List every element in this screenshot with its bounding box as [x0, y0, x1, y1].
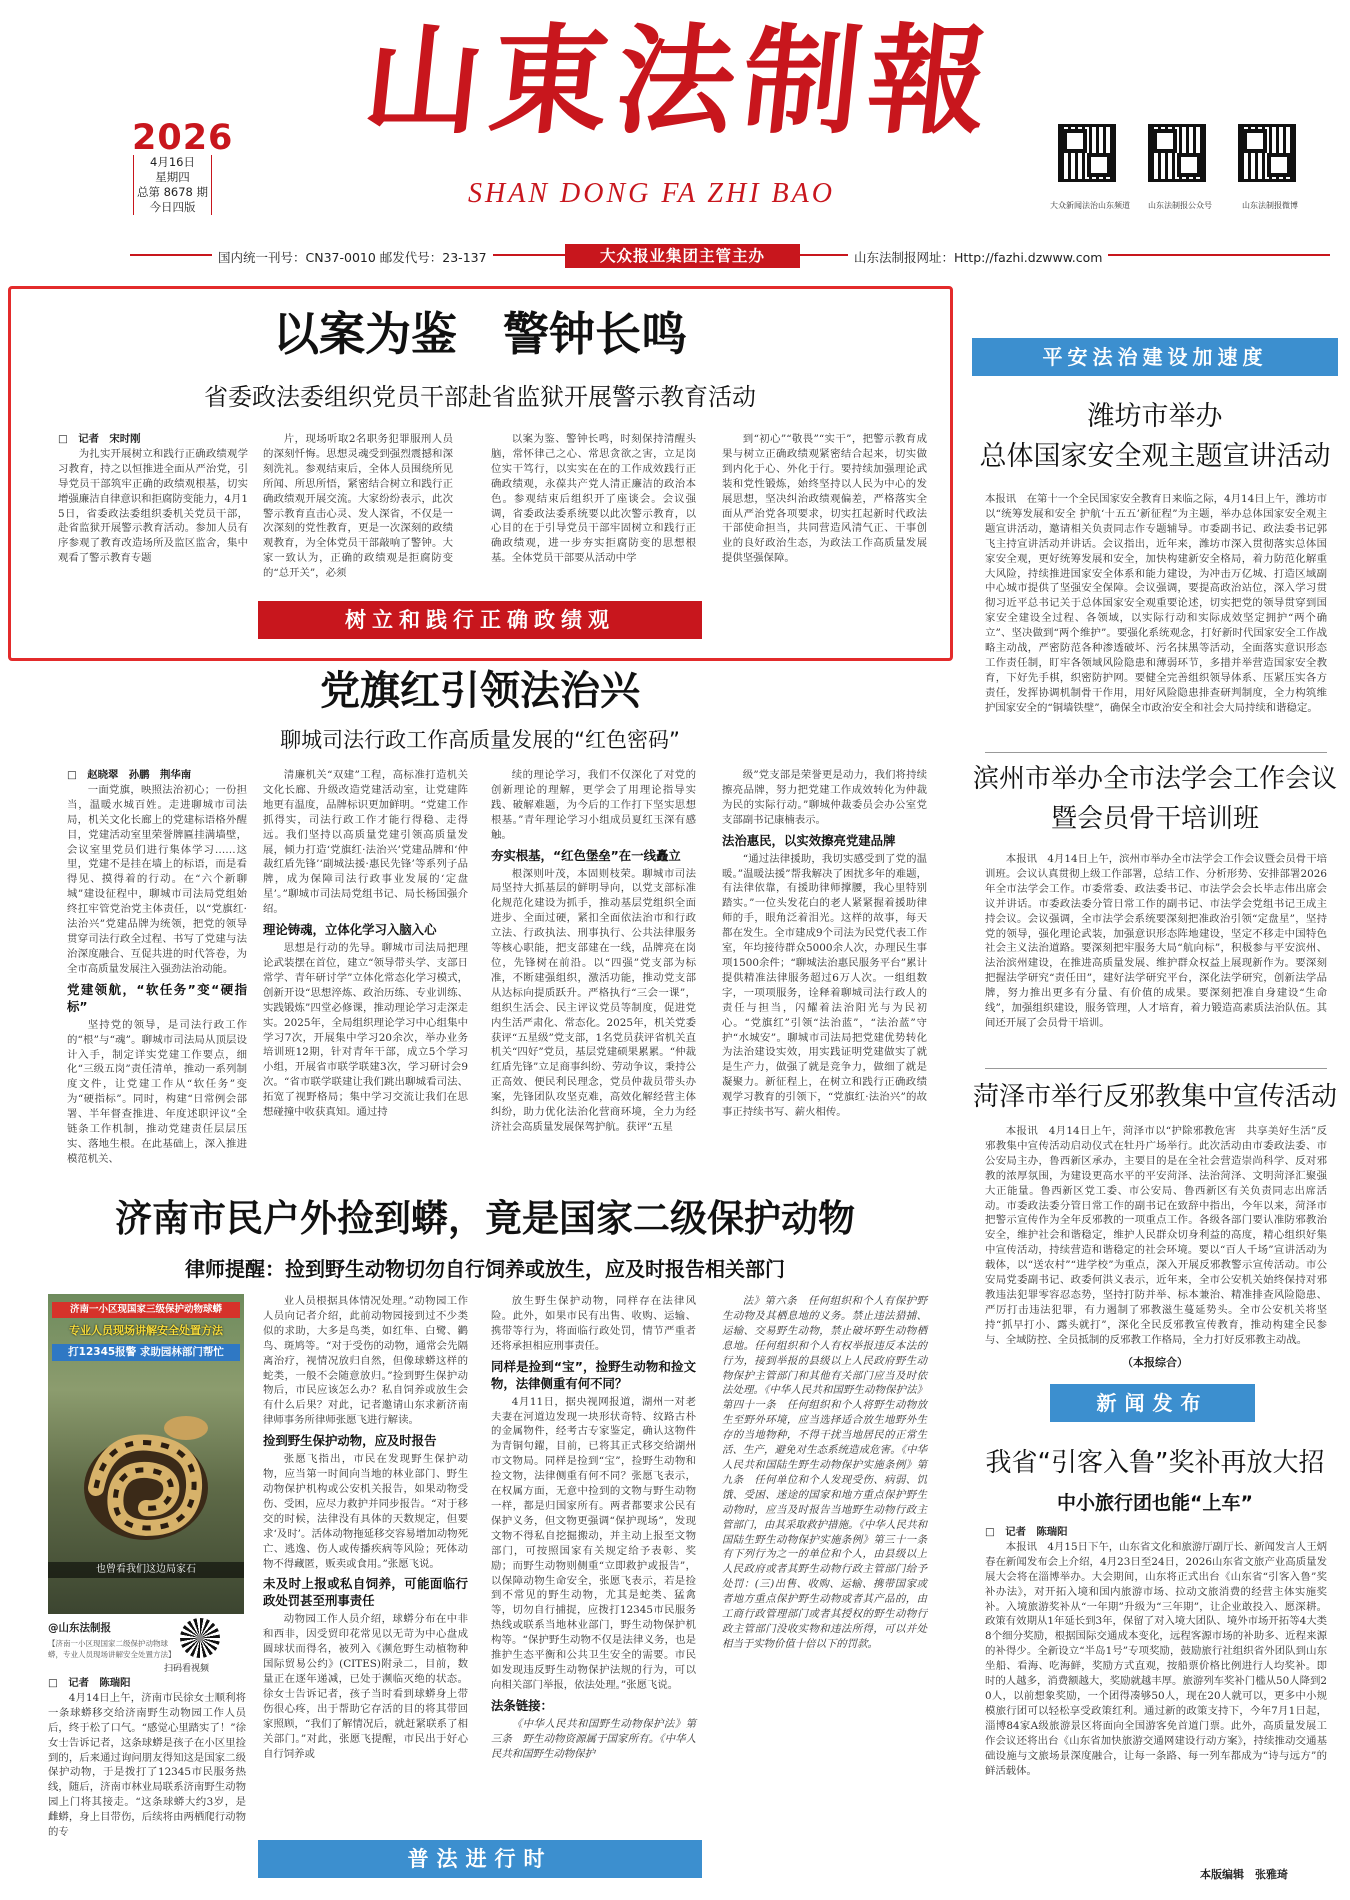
third-image-brand: @山东法制报	[48, 1622, 111, 1634]
masthead-logo: 山東法制報	[357, 11, 1003, 150]
third-byline: □ 记者 陈瑞阳	[48, 1677, 131, 1689]
third-links-head: 法条链接：	[491, 1697, 553, 1713]
second-col-2	[263, 768, 468, 1178]
third-head-2: 未及时上报或私自饲养，可能面临行政处罚甚至刑事责任	[263, 1576, 468, 1609]
masthead-date-box	[133, 155, 212, 215]
right-a3-body	[985, 1124, 1327, 1346]
third-text-2c: 动物园工作人员介绍，球蟒分布在中非和西非，因受贸印花常见以无苛为中心盘成圆球状而得名，被列入《濒危野生动植物种国际贸易公约》(CITES)附录二，目前，数量正在逐年递减，已处于濒临灭绝的状态。徐女士告诉记者，孩子当时看到球蟒身上带伤很心疼，出于帮助它存活的目的将其带回家照顾，“我们了解情况后，就赶紧联系了相关部门。”对此，张愿飞提醒，市民出于好心自行饲养或	[263, 1613, 468, 1760]
lead-text-4: 到“初心”“敬畏”“实干”，把警示教育成果与树立正确政绩观紧密结合起来，切实做到内化于心、外化于行。要持续加强理论武装和党性锻炼，始终坚持以人民为中心的发展思想，坚决纠治政绩观偏差，严格落实全面从严治党各项要求，切实扛起新时代政法干部使命担当，共同营造风清气正、干事创业的良好政治生态，为政法工作高质量发展提供坚强保障。	[722, 433, 927, 565]
second-head-3: 夯实根基，“红色堡垒”在一线矗立	[491, 847, 681, 863]
right-a1-body	[985, 492, 1327, 742]
second-text-3: 续的理论学习，我们不仅深化了对党的创新理论的理解，更学会了用理论指导实践、破解难题，为今后的工作打下坚实思想根基。”青年理论学习小组成员夏红玉深有感触。	[491, 769, 696, 841]
right-divider-1	[985, 752, 1327, 753]
third-col-3	[491, 1294, 696, 1836]
lead-col-4	[722, 432, 927, 587]
qr-caption-1: 大众新闻法治山东频道	[1050, 201, 1130, 210]
second-head-4: 法治惠民，以实效擦亮党建品牌	[722, 832, 896, 848]
news-byline: □ 记者 陈瑞阳	[985, 1526, 1068, 1538]
news-text: 本报讯 4月15日下午，山东省文化和旅游厅副厅长、新闻发言人王炳春在新闻发布会上介绍，4月23日至24日，2026山东省文旅产业高质量发展大会将在淄博举办。大会期间，山东将正式出台《山东省“引客入鲁”奖补办法》，对开拓入境和国内旅游市场、拉动文旅消费的经营主体实施奖补。入境旅游奖补从“一年期”升级为“三年期”，让企业敢投入、愿深耕。政策有效期从1年延长到3年，保留了对入境大团队、境外市场开拓等4大类8个细分奖励，根据国际交通成本变化，远程客源市场的补助多、近程来源的补得少。全新设立“半岛1号”专项奖励，鼓励旅行社组织省外团队到山东坐船、看海、吃海鲜，奖励方式直观，按船票价格比例进行人均奖补。即时的人越多，消费额越大，奖励就越丰厚。旅游列车奖补门槛从50人降到20人，以前想象奖励，一个团得凑够50人，现在20人就可以，更多中小规模旅行团可以轻松享受政策红利。通过新的政策支持下，今年7月1日起，淄博84家A级旅游景区将面向全国游客免首道门票。此外，高质量发展工作会议还将出台《山东省加快旅游交通网建设行动方案》，持续推动交通基础设施与文旅场景深度融合，让每一条路、每一列车都成为“诗与远方”的鲜活载体。	[985, 1540, 1327, 1777]
qr-code-1[interactable]	[1058, 124, 1116, 182]
masthead	[0, 0, 1350, 275]
third-title: 济南市民户外捡到蟒，竟是国家二级保护动物	[115, 1197, 855, 1240]
third-image-caption-1: 济南一小区现国家三级保护动物球蟒	[52, 1302, 240, 1318]
third-text-4: 法》第六条 任何组织和个人有保护野生动物及其栖息地的义务。禁止违法猎捕、运输、交易野生动物，禁止破坏野生动物栖息地。任何组织和个人有权举报违反本法的行为，接到举报的县级以上人民政府野生动物保护主管部门和其他有关部门应当及时依法处理。《中华人民共和国野生动物保护法》第四十一条 任何组织和个人将野生动物放生至野外环境，应当选择适合放生地野外生存的当地物种，不得干扰当地居民的正常生活、生产，避免对生态系统造成危害。《中华人民共和国陆生野生动物保护实施条例》第九条 任何单位和个人发现受伤、病弱、饥饿、受困、迷途的国家和地方重点保护野生动物时，应当及时报告当地野生动物行政主管部门，由其采取救护措施。《中华人民共和国陆生野生动物保护实施条例》第三十一条 有下列行为之一的单位和个人，由县级以上人民政府或者其野生动物行政主管部门给予处罚：(三)出售、收购、运输、携带国家或者地方重点保护野生动物或者其产品的，由工商行政管理部门或者其授权的野生动物行政主管部门没收实物和违法所得，可以并处相当于实物价值十倍以下的罚款。	[722, 1295, 938, 1650]
second-text-4: 级”党支部是荣誉更是动力，我们将持续擦亮品牌，努力把党建工作成效转化为仲裁为民的实际行动。”聊城仲裁委员会办公室党支部副书记康楠表示。	[722, 769, 927, 826]
right-divider-2	[985, 1068, 1327, 1069]
second-col-3	[491, 768, 696, 1178]
second-text-4b: “通过法律援助，我切实感受到了党的温暖。”温暖法援”帮我解决了困扰多年的难题，有法律依靠，有援助律师撑腰，我心里特别踏实。”一位头发花白的老人紧紧握着援助律师的手，眼角泛着泪光。这样的故事，每天都在发生。全市建成9个司法为民党代表工作室，年均接待群众5000余人次，办理民生事项1500余件；“聊城法治惠民服务平台”累计提供精准法律服务超过6万人次。一组组数字，一项项服务，诠释着聊城司法行政人的责任与担当，闪耀着法治阳光与为民初心。“党旗红”引领“法治蓝”，“法治蓝”守护“水城安”。聊城市司法局把党建优势转化为法治建设实效，用实践证明党建做实了就是生产力，做强了就是竞争力，做细了就是凝聚力。新征程上，在树立和践行正确政绩观学习教育的引领下，“党旗红·法治兴”的故事正持续书写、薪火相传。	[722, 852, 927, 1119]
lead-col-1	[58, 432, 248, 587]
right-a3-title: 菏泽市举行反邪教集中宣传活动	[972, 1082, 1337, 1112]
qr-caption-2: 山东法制报公众号	[1148, 201, 1212, 210]
news-subtitle: 中小旅行团也能“上车”	[1057, 1492, 1253, 1514]
lead-title: 以案为鉴 警钟长鸣	[273, 307, 687, 361]
third-col-1	[48, 1676, 246, 1839]
right-banner-news: 新闻发布	[1050, 1384, 1255, 1422]
right-a1-text: 本报讯 在第十一个全民国家安全教育日来临之际，4月14日上午，潍坊市以“统筹发展和安全 护航‘十五五’新征程”为主题，举办总体国家安全观主题宣讲活动，邀请相关负责同志作专题辅导。市委副书记、政法委书记郭飞主持宣讲活动并讲话。会议指出，近年来，潍坊市深入贯彻落实总体国家安全观，更好统筹发展和安全，加快构建新安全格局，着力防范化解重大风险，持续推进国家安全体系和能力建设，为冲击万亿城、打造区域副中心城市提供了坚强安全保障。会议强调，要提高政治站位，深入学习贯彻习近平总书记关于总体国家安全观重要论述，切实把党的领导贯穿到国家安全建设全过程、各领域，以实际行动和实际成效坚定拥护“两个确立”、坚决做到“两个维护”。要强化系统观念，打好新时代国家安全工作战略主动战，严密防范各种渗透破坏、污名抹黑等活动，全面落实意识形态工作责任制，盯牢各领域风险隐患和薄弱环节，多措并举营造国家安全教育，下好先手棋，织密防护网。要健全完善组织领导体系、压紧压实各方责任，发挥协调机制骨干作用，用好风险隐患排查研判制度，全力构筑维护国家安全的“铜墙铁壁”，确保全市政治安全和社会大局持续和谐稳定。	[985, 493, 1327, 714]
third-scan-text: 扫码看视频	[164, 1664, 210, 1674]
qr-code-2[interactable]	[1148, 124, 1206, 182]
second-head-2: 理论铸魂，立体化学习入脑入心	[263, 922, 437, 938]
right-a3-text: 本报讯 4月14日上午，菏泽市以“护除邪教危害 共享美好生活”反邪教集中宣传活动启动仪式在牡丹广场举行。此次活动由市委政法委、市公安局主办，鲁西新区承办，主要目的是在全社会营造崇尚科学、反对邪教的浓厚氛围，为建设更高水平的平安菏泽、法治菏泽、文明菏泽汇聚强大正能量。鲁西新区党工委、市公安局、鲁西新区有关负责同志出席活动。市委政法委分管日常工作的副书记在致辞中指出，今年以来，菏泽市把警示宣传作为全年反邪教的一项重点工作。各级各部门要认准防邪教治安全，维护社会和谐稳定，维护人民群众切身利益的高度，精心组织好集中宣传活动，持续营造和谐稳定的社会环境。要以“百人千场”宣讲活动为载体，以“送农村”“进学校”为重点，深入开展反邪教警示宣传活动。市公安局党委副书记、政委何洪义表示，近年来，全市公安机关始终保持对邪教违法犯罪零容忍态势，坚持打防并举、标本兼治、精准排查风险隐患、严厉打击违法犯罪，有力遏制了邪教滋生蔓延势头。全市公安机关将坚持“抓早打小、露头就打”，深化全民反邪教宣传教育，推动构建全民参与、全域防控、全员抵制的反邪教工作格局，全力打好反邪教主动战。	[985, 1125, 1327, 1346]
masthead-cn-number: 国内统一刊号：CN37-0010 邮发代号：23-137	[212, 248, 493, 266]
second-col-4	[722, 768, 927, 1178]
third-text-2b: 张愿飞指出，市民在发现野生保护动物，应当第一时间向当地的林业部门、野生动物保护机构或公安机关报告，如果动物受伤、受困，应尽力救护并同步报告。“对于移交的时候，法律没有具体的天数规定，但要求‘及时’。活体动物拖延移交容易增加动物死亡、逃逸、伤人或传播疾病等风险；死体动物不得藏匿，贩卖或食用。”张愿飞说。	[263, 1453, 468, 1570]
third-col-2	[263, 1294, 468, 1836]
python-icon	[66, 1378, 226, 1558]
masthead-website: 山东法制报网址：Http://fazhi.dzwww.com	[848, 248, 1108, 266]
third-text-3c: 《中华人民共和国野生动物保护法》第三条 野生动物资源属于国家所有。《中华人民共和国野生动物保护	[491, 1717, 696, 1760]
right-banner-safety: 平安法治建设加速度	[972, 338, 1338, 376]
third-image-caption-3: 打12345报警 求助园林部门帮忙	[52, 1344, 240, 1361]
second-head-1: 党建领航，“软任务”变“硬指标”	[67, 981, 247, 1014]
lead-text-3: 以案为鉴、警钟长鸣，时刻保持清醒头脑，常怀律己之心、常思贪欲之害，立足岗位实干笃行，以实实在在的工作成效践行正确政绩观，永葆共产党人清正廉洁的政治本色。参观结束后组织开了座谈会。会议强调，省委政法委系统要以此次警示教育，以心目的在于引导党员干部牢固树立和践行正确政绩观，进一步夯实拒腐防变的思想根基。全体党员干部要从活动中学	[491, 433, 696, 565]
third-banner: 普法进行时	[258, 1840, 702, 1878]
third-text-3: 放生野生保护动物，同样存在法律风险。此外，如果市民有出售、收购、运输、携带等行为，将面临行政处罚，情节严重者还将承担相应刑事责任。	[491, 1295, 696, 1352]
qr-caption-3: 山东法制报微博	[1242, 201, 1298, 210]
lead-text-1: 为扎实开展树立和践行正确政绩观学习教育，持之以恒推进全面从严治党，引导党员干部筑牢正确的政绩观根基，切实增强廉洁自律意识和拒腐防变能力，4月15日，省委政法委组织委机关党员干部，赴省监狱开展警示教育活动。参加人员有序参观了教育改造场所及监区监舍，集中观看了警示教育专题	[58, 447, 248, 565]
lead-subtitle: 省委政法委组织党员干部赴省监狱开展警示教育活动	[204, 383, 756, 411]
second-text-2b: 思想是行动的先导。聊城市司法局把理论武装摆在首位，建立“领导带头学、支部日常学、青年研讨学”立体化常态化学习模式，创新开设“思想淬炼、政治历练、专业训练、实践锻炼”四堂必修课，推动理论学习走深走实。2025年，全局组织理论学习中心组集中学习7次，开展集中学习20余次，举办业务培训班12期，针对青年干部，成立5个学习小组，开展省市联学联建3次，学习研讨会9次。“省市联学联建让我们跳出聊城看司法、拓宽了视野格局；集中学习交流让我们在思想碰撞中收获真知。通过持	[263, 942, 468, 1119]
lead-col-3	[491, 432, 696, 587]
right-a2-title-1: 滨州市举办全市法学会工作会议	[972, 764, 1337, 794]
third-head-1: 捡到野生保护动物，应及时报告	[263, 1433, 437, 1449]
second-col-1	[67, 768, 247, 1178]
masthead-year: 2026	[132, 118, 234, 158]
page-editor: 本版编辑 张雅琦	[1200, 1868, 1288, 1881]
third-head-3: 同样是捡到“宝”，捡野生动物和捡文物，法律侧重有何不同？	[491, 1358, 696, 1391]
right-credit: （本报综合）	[1122, 1356, 1188, 1369]
third-text-1: 4月14日上午，济南市民徐女士顺利将一条球蟒移交给济南野生动物园工作人员后，终于松了口气。“感觉心里踏实了！”徐女士告诉记者，这条球蟒是孩子在小区里捡到的，后来通过询问朋友得知这是国家二级保护动物，于是拨打了12345市民服务热线，随后，济南市林业局联系济南野生动物园上门将其接走。“这条球蟒大约3岁，是雌蟒，身上目带伤，后续将由两栖爬行动物的专	[48, 1691, 246, 1839]
masthead-pages: 今日四版	[149, 200, 196, 214]
masthead-weekday: 星期四	[155, 170, 190, 184]
third-text-2: 业人员根据具体情况处理。”动物园工作人员向记者介绍，此前动物园接到过不少类似的求助，大多是鸟类，如红隼、白鹭、鹳鸟、斑鸠等。“对于受伤的动物，通常会先隔离治疗，视情况放归自然，但像球蟒这样的蛇类，一般不会随意放归。”捡到野生保护动物后，市民应该怎么办？私自饲养或放生会有什么后果？对此，记者邀请山东求新济南律师事务所律师张愿飞进行解读。	[263, 1295, 468, 1427]
masthead-pinyin: SHAN DONG FA ZHI BAO	[468, 178, 835, 209]
third-image-caption-2: 专业人员现场讲解安全处置方法	[69, 1324, 223, 1337]
news-body	[985, 1525, 1327, 1855]
second-subtitle: 聊城司法行政工作高质量发展的“红色密码”	[280, 728, 680, 752]
right-a1-title-1: 潍坊市举办	[1087, 401, 1223, 432]
third-image-bottom-text: 也曾看我们这边局家石	[48, 1562, 244, 1578]
masthead-issue: 总第 8678 期	[136, 185, 209, 199]
lead-banner: 树立和践行正确政绩观	[258, 601, 702, 639]
masthead-date: 4月16日	[150, 155, 195, 169]
third-text-3b: 4月11日，据央视网报道，湖州一对老夫妻在河道边发现一块形状奇特、纹路古朴的金属物件，经考古专家鉴定，确认这物件为青铜句鑃，目前，已将其正式移交给湖州市文物局。同样是捡到“宝”，捡野生动物和捡文物，法律侧重有何不同？张愿飞表示，在权属方面，无意中捡到的文物与野生动物一样，都是归国家所有。两者都要求公民有保护义务，但文物更强调“保护现场”，发现文物不得私自挖掘搬动，并主动上报至文物部门，可按照国家有关规定给予表彰、奖励；而野生动物则侧重“立即救护或报告”，以保障动物生命安全，张愿飞表示，若是捡到不常见的野生动物，尤其是蛇类、猛禽等，切勿自行捕捉，应拨打12345市民服务热线或联系当地林业部门，野生动物保护机构等。“保护野生动物不仅是法律义务，也是推护生态平衡和公共卫生安全的需要。市民如发现违反野生动物保护法规的行为，可以向相关部门举报，依法处理。”张愿飞说。	[491, 1395, 696, 1691]
second-text-1b: 坚持党的领导，是司法行政工作的“根”与“魂”。聊城市司法局从顶层设计入手，制定详实党建工作要点，细化“三级五岗”责任清单，推动一系列制度文件，让党建工作从“软任务”变为“硬指标”。同时，构建“日常例会部署、半年督查推进、年度述职评议”全链条工作机制，推动党建责任层层压实、落地生根。在此基础上，深入推进模范机关、	[67, 1018, 247, 1165]
second-text-3b: 根深则叶茂，本固则枝荣。聊城市司法局坚持大抓基层的鲜明导向，以党支部标准化规范化建设为抓手，推动基层党组织全面进步、全面过硬，紧扣全面依法治市和行政立法、行政执法、刑事执行、公共法律服务等核心职能，把支部建在一线，品牌亮在岗位，先锋树在前沿。以“四强”党支部为标准，不断建强组织，激活功能，推动党支部从达标向提质跃升。严格执行“三会一课”，组织生活会、民主评议党员等制度，促进党内生活严肃化、常态化。2025年，机关党委获评“五星级”党支部，1名党员获评省机关直机关“四好”党员，基层党建硕果累累。“仲裁红盾先锋”立足商事纠纷、劳动争议，秉持公正高效、便民利民理念，党员仲裁员带头办案，先锋团队攻坚克难，高效化解经营主体纠纷，助力优化法治化营商环境，全力为经济社会高质量发展保驾护航。获评“五星	[491, 867, 696, 1133]
third-subtitle: 律师提醒：捡到野生动物切勿自行饲养或放生，应及时报告相关部门	[185, 1257, 785, 1281]
qr-code-3[interactable]	[1238, 124, 1296, 182]
third-image[interactable]	[48, 1294, 244, 1614]
news-title: 我省“引客入鲁”奖补再放大招	[985, 1448, 1325, 1478]
lead-col-2	[263, 432, 453, 587]
second-title: 党旗红引领法治兴	[320, 667, 640, 714]
second-text-1: 一面党旗，映照法治初心；一份担当，温暖水城百姓。走进聊城市司法局，机关文化长廊上的党建标语格外醒目，党建活动室里荣誉牌匾挂满墙壁，会议室里党员们进行集体学习……这里，党建不是挂在墙上的标语，而是看得见、摸得着的行动。在“六个新聊城”建设征程中，聊城市司法局党组始终扛牢管党治党主体责任，以“党旗红·法治兴”党建品牌为统领，把党的领导贯穿司法行政全过程、书写了党建与法治深度融合、互促共进的时代答卷，为全市高质量发展注入强劲法治动能。	[67, 783, 247, 975]
third-col-4	[722, 1294, 938, 1836]
right-a2-title-2: 暨会员骨干培训班	[1050, 804, 1259, 834]
right-a2-body	[985, 852, 1327, 1062]
third-video-qr[interactable]	[180, 1618, 220, 1658]
right-a2-text: 本报讯 4月14日上午，滨州市举办全市法学会工作会议暨会员骨干培训班。会议认真贯彻上级工作部署，总结工作、分析形势、安排部署2026年全市法学会工作。市委常委、政法委书记、市法学会会长毕志伟出席会议并讲话。市委政法委分管日常工作的副书记、市法学会党组书记王成主持会议。会议强调，全市法学会系统要深刻把准政治引领“定盘星”，坚持党的领导，强化理论武装，加强意识形态阵地建设，坚定不移走中国特色社会主义法治道路。要深刻把牢服务大局“航向标”，积极参与平安滨州、法治滨州建设，在推进高质量发展、维护群众权益上展现新作为。要深刻把握法学研究“责任田”，建好法学研究平台，深化法学研究，创新法学品牌，努力推出更多有分量、有价值的成果。要深刻把准自身建设“生命线”，加强组织建设，服务管理，人才培育，着力锻造高素质法治队伍。其间还开展了会员骨干培训。	[985, 853, 1327, 1029]
lead-text-2: 片，现场听取2名职务犯罪服刑人员的深刻忏悔。思想灵魂受到强烈震撼和深刻洗礼。参观结束后，全体人员围绕所见所闻、所思所悟，紧密结合树立和践行正确政绩观开展交流。大家纷纷表示，此次警示教育直击心灵、发人深省，不仅是一次深刻的党性教育，更是一次深刻的政绩观教育，为全体党员干部敲响了警钟。大家一致认为，正确的政绩观是拒腐防变的“总开关”，必须	[263, 433, 453, 580]
second-byline: □ 赵晓翠 孙鹏 荆华南	[67, 769, 192, 781]
masthead-group: 大众报业集团主管主办	[565, 244, 800, 268]
third-image-desc: 【济南一小区现国家二级保护动物球蟒，专业人员现场讲解安全处置方法】	[48, 1639, 176, 1659]
lead-byline: □ 记者 宋时刚	[58, 433, 141, 445]
second-text-2: 清廉机关“双建”工程，高标准打造机关文化长廊、升级改造党建活动室，让党建阵地更有温度，品牌标识更加鲜明。“党建工作抓得实，司法行政工作才能行得稳、走得远。我们坚持以高质量党建引领高质量发展，倾力打造‘党旗红·法治兴’党建品牌和‘仲裁红盾先锋’‘副城法援·惠民先锋’等系列子品牌，成为保障司法行政事业发展的‘定盘星’。”聊城市司法局党组书记、局长杨国强介绍。	[263, 769, 468, 916]
right-a1-title-2: 总体国家安全观主题宣讲活动	[979, 441, 1331, 472]
